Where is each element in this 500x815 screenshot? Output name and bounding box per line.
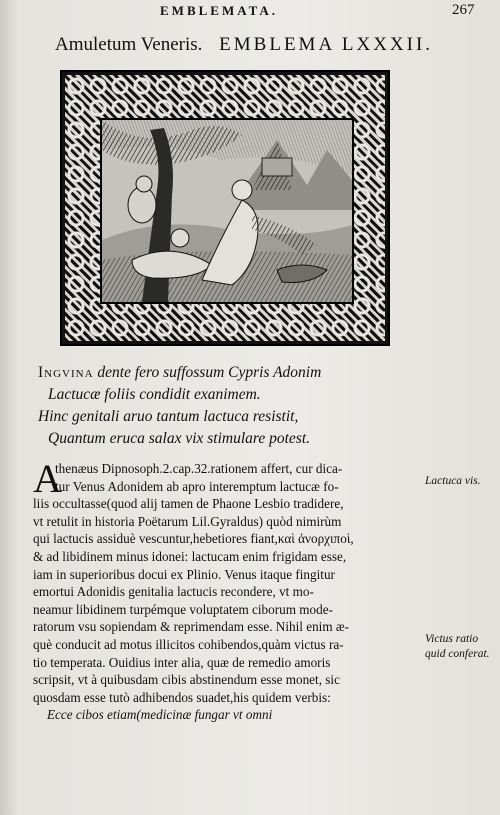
commentary-line: & ad libidinem minus idonei: lactucam enim frigidam esse, xyxy=(33,548,347,564)
commentary-line: vt retulit in historia Poëtarum Lil.Gyraldus) quòd nimirùm xyxy=(33,513,342,529)
commentary-line: tio temperata. Ouidius inter alia, quæ de remedio amoris xyxy=(33,654,331,670)
epigram-line-1-text: dente fero suffossum Cypris Adonim xyxy=(97,364,322,381)
margin-note-lactuca: Lactuca vis. xyxy=(425,475,481,487)
drop-capital: A xyxy=(33,456,62,501)
epigram-line-1 xyxy=(38,362,321,384)
epigram-initial-word: Ingvina xyxy=(38,364,94,381)
emblem-number: EMBLEMA LXXXII. xyxy=(219,34,434,55)
epigram-line-4: Quantum eruca salax vix stimulare potest. xyxy=(48,430,311,447)
running-head: EMBLEMATA. xyxy=(160,3,278,18)
commentary-line: què conducit ad motus illicitos cohibendos,quàm victus ra- xyxy=(33,636,344,652)
epigram-line-3: Hinc genitali aruo tantum lactuca resistit, xyxy=(38,408,299,425)
venus-adonis-scene xyxy=(102,120,352,302)
commentary-line: tur Venus Adonidem ab apro interemptum lactucæ fo- xyxy=(55,478,339,494)
woodcut-illustration xyxy=(60,70,390,346)
emblem-title xyxy=(55,34,433,56)
commentary-line: emortui Adonidis genitalia lactucis recondere, vt mo- xyxy=(33,584,314,600)
margin-note-victus: Victus ratio quid conferat. xyxy=(425,633,490,660)
commentary-line: liis occultasse(quod alij tamen de Phaone Lesbio tradidere, xyxy=(33,496,344,512)
emblem-title-text: Amuletum Veneris. xyxy=(55,34,203,55)
commentary-line: thenæus Dipnosoph.2.cap.32.rationem affert, cur dica- xyxy=(55,461,343,476)
page-number: 267 xyxy=(452,2,475,18)
commentary xyxy=(33,456,419,724)
commentary-line: iam in superioribus docui ex Plinio. Venus itaque fingitur xyxy=(33,566,335,582)
commentary-line: scripsit, vt à quibusdam cibis abstinendum esse monet, sic xyxy=(33,672,340,688)
commentary-line: ratorum vsu sopiendam & reprimendam esse. Nihil enim æ- xyxy=(33,619,350,635)
commentary-line: qui lactucis assiduè vescuntur,hebetiores fiant,καὶ ἀνορχιποὶ, xyxy=(33,531,354,547)
commentary-line: neamur libidinem turpémque voluptatem ciborum mode- xyxy=(33,601,333,617)
commentary-line: quosdam esse tutò adhibendos suadet,his quidem verbis: xyxy=(33,689,331,705)
ovid-quote-line: Ecce cibos etiam(medicinæ fungar vt omni xyxy=(47,707,273,723)
woodcut-scene xyxy=(100,118,354,304)
epigram xyxy=(38,362,321,450)
epigram-line-2: Lactucæ foliis condidit exanimem. xyxy=(48,386,261,403)
